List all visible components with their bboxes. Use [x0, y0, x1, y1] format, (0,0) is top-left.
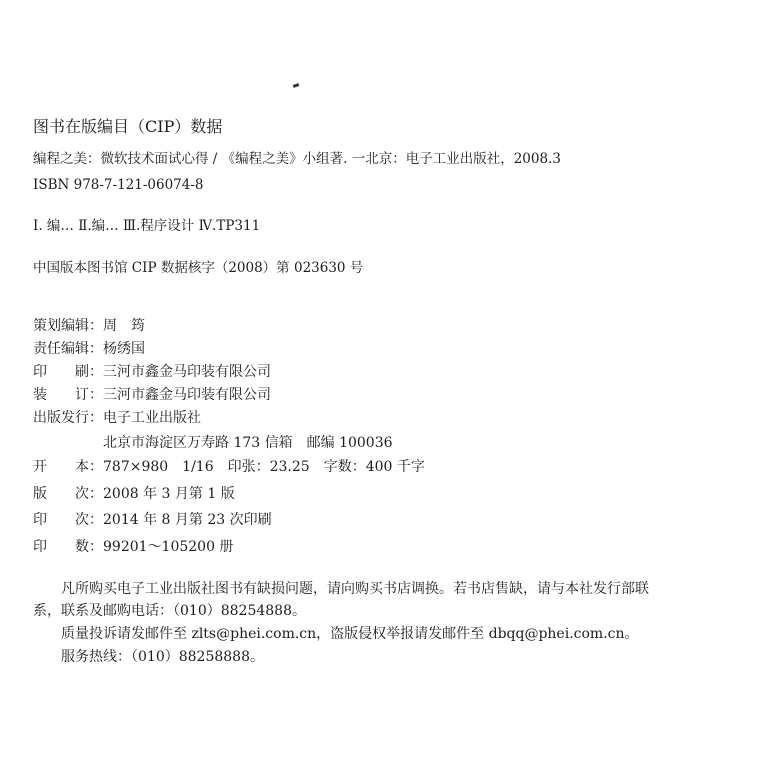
credit-value: 电子工业出版社 — [103, 410, 201, 426]
credit-row — [33, 340, 145, 358]
credit-value: 三河市鑫金马印装有限公司 — [103, 364, 271, 380]
credit-row — [33, 317, 145, 335]
credit-value: 787×980 1/16 印张：23.25 字数：400 千字 — [103, 459, 425, 475]
credit-row — [33, 458, 425, 476]
credit-label: 开 本： — [33, 459, 103, 475]
notice-line-1: 凡所购买电子工业出版社图书有缺损问题，请向购买书店调换。若书店售缺，请与本社发行部联 — [61, 581, 649, 597]
notice-line-4: 服务热线：（010）88258888。 — [61, 649, 264, 665]
credit-value: 周 筠 — [103, 318, 145, 334]
notice-line-3: 质量投诉请发邮件至 zlts@phei.com.cn，盗版侵权举报请发邮件至 dbqq@phei.com.cn。 — [61, 626, 639, 642]
classification: Ⅰ. 编… Ⅱ.编… Ⅲ.程序设计 Ⅳ.TP311 — [33, 218, 261, 234]
catalog-number: 中国版本图书馆 CIP 数据核字（2008）第 023630 号 — [33, 260, 364, 276]
credit-value: 杨绣国 — [103, 341, 145, 357]
credit-row — [33, 538, 233, 556]
credit-value: 99201～105200 册 — [103, 539, 234, 555]
credit-label: 责任编辑： — [33, 341, 103, 357]
credit-value: 2014 年 8 月第 23 次印刷 — [103, 512, 272, 528]
cip-title: 图书在版编目（CIP）数据 — [33, 117, 223, 136]
credit-label: 装 订： — [33, 387, 103, 403]
credit-row — [33, 485, 235, 503]
credit-label: 出版发行： — [33, 410, 103, 426]
isbn: ISBN 978-7-121-06074-8 — [33, 177, 204, 193]
credit-row — [33, 363, 271, 381]
credit-label: 印 次： — [33, 512, 103, 528]
credit-label: 版 次： — [33, 486, 103, 502]
credit-row — [103, 434, 393, 452]
cip-line-1: 编程之美：微软技术面试心得 / 《编程之美》小组著. 一北京：电子工业出版社，2008.3 — [33, 151, 561, 167]
credit-label: 印 刷： — [33, 364, 103, 380]
credit-row — [33, 386, 271, 404]
ink-mark — [293, 83, 300, 88]
credit-label: 策划编辑： — [33, 318, 103, 334]
credit-value: 北京市海淀区万寿路 173 信箱 邮编 100036 — [103, 435, 393, 451]
credit-row — [33, 409, 201, 427]
credit-label: 印 数： — [33, 539, 103, 555]
credit-row — [33, 511, 272, 529]
notice-line-2: 系，联系及邮购电话：（010）88254888。 — [33, 603, 306, 619]
credit-value: 2008 年 3 月第 1 版 — [103, 486, 235, 502]
credit-value: 三河市鑫金马印装有限公司 — [103, 387, 271, 403]
